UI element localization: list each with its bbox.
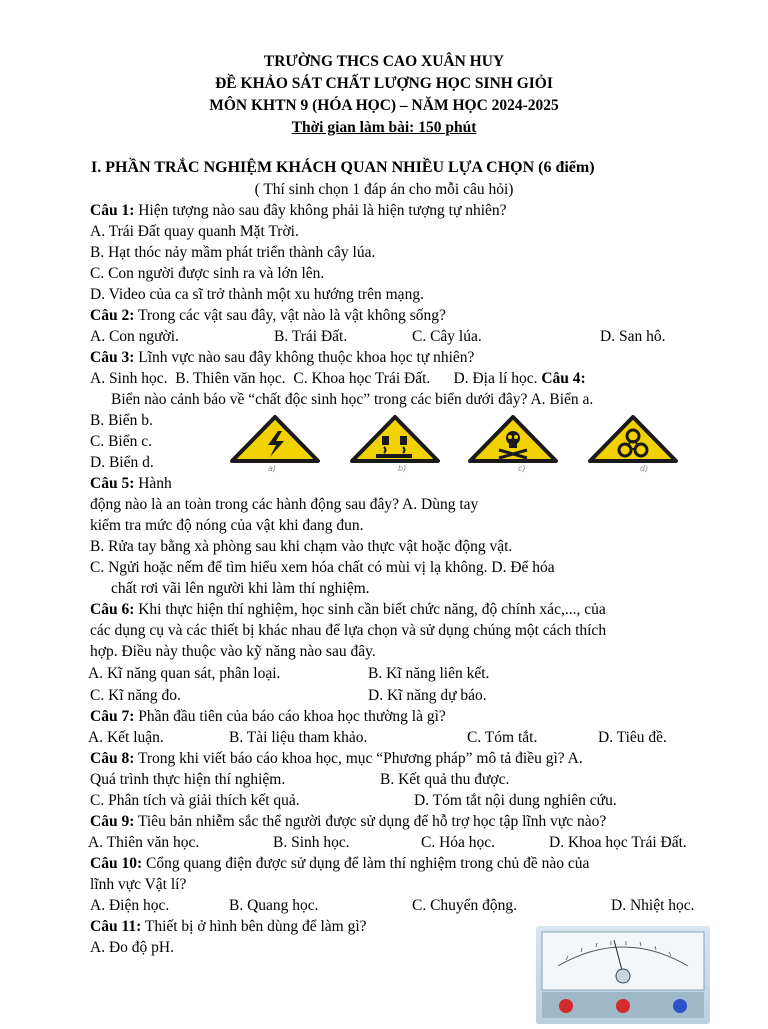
q1-option-c: C. Con người được sinh ra và lớn lên. bbox=[90, 265, 325, 282]
question-2: Câu 2: Trong các vật sau đây, vật nào là vật không sống? bbox=[90, 307, 446, 324]
q6-option-b: B. Kĩ năng liên kết. bbox=[368, 665, 490, 682]
q5-option-b: B. Rửa tay bằng xà phòng sau khi chạm vào thực vật hoặc động vật. bbox=[90, 538, 513, 555]
corrosive-hazard-icon bbox=[348, 414, 442, 464]
question-7: Câu 7: Phần đầu tiên của báo cáo khoa học thường là gì? bbox=[90, 708, 446, 725]
q7-option-a: A. Kết luận. bbox=[88, 729, 164, 746]
electric-hazard-icon bbox=[228, 414, 322, 464]
question-1: Câu 1: Hiện tượng nào sau đây không phải là hiện tượng tự nhiên? bbox=[90, 202, 507, 219]
q6-text-3: hợp. Điều này thuộc vào kỹ năng nào sau đây. bbox=[90, 643, 376, 660]
q1-option-d: D. Video của ca sĩ trở thành một xu hướng trên mạng. bbox=[90, 286, 424, 303]
q1-option-b: B. Hạt thóc nảy mầm phát triển thành cây lúa. bbox=[90, 244, 376, 261]
q9-option-a: A. Thiên văn học. bbox=[88, 834, 200, 851]
sign-caption-d: d) bbox=[640, 464, 649, 473]
q9-option-b: B. Sinh học. bbox=[273, 834, 350, 851]
q7-option-b: B. Tài liệu tham khảo. bbox=[229, 729, 368, 746]
sign-caption-a: a) bbox=[268, 464, 277, 473]
q5-text-3: kiểm tra mức độ nóng của vật khi đang đun. bbox=[90, 517, 364, 534]
q8-option-c: C. Phân tích và giải thích kết quả. bbox=[90, 792, 300, 809]
q4-option-b: B. Biển b. bbox=[90, 412, 153, 429]
q4-option-c: C. Biển c. bbox=[90, 433, 152, 450]
q9-option-d: D. Khoa học Trái Đất. bbox=[549, 834, 687, 851]
q6-option-c: C. Kĩ năng đo. bbox=[90, 687, 181, 704]
school-name: TRƯỜNG THCS CAO XUÂN HUY bbox=[263, 53, 505, 70]
q10-option-c: C. Chuyển động. bbox=[412, 897, 518, 914]
q2-option-b: B. Trái Đất. bbox=[274, 328, 348, 345]
q7-option-d: D. Tiêu đề. bbox=[598, 729, 667, 746]
q6-text-2: các dụng cụ và các thiết bị khác nhau để lựa chọn và sử dụng chúng một cách thích bbox=[90, 622, 607, 639]
q8-option-d: D. Tóm tắt nội dung nghiên cứu. bbox=[414, 792, 617, 809]
q4-option-d: D. Biển d. bbox=[90, 454, 154, 471]
q7-option-c: C. Tóm tắt. bbox=[467, 729, 538, 746]
question-11: Câu 11: Thiết bị ở hình bên dùng để làm gì? bbox=[90, 918, 367, 935]
time-limit: Thời gian làm bài: 150 phút bbox=[291, 119, 477, 136]
question-8: Câu 8: Trong khi viết báo cáo khoa học, mục “Phương pháp” mô tả điều gì? A. bbox=[90, 750, 583, 767]
q10-option-d: D. Nhiệt học. bbox=[611, 897, 695, 914]
q3-options: A. Sinh học. B. Thiên văn học. C. Khoa học Trái Đất. D. Địa lí học. Câu 4: bbox=[90, 370, 586, 387]
q8-option-a: Quá trình thực hiện thí nghiệm. bbox=[90, 771, 286, 788]
question-9: Câu 9: Tiêu bản nhiễm sắc thể người được sử dụng để hỗ trợ học tập lĩnh vực nào? bbox=[90, 813, 607, 830]
sign-caption-b: b) bbox=[398, 464, 407, 473]
q10-text-2: lĩnh vực Vật lí? bbox=[90, 876, 187, 893]
q8-option-b: B. Kết quả thu được. bbox=[380, 771, 510, 788]
toxic-skull-icon bbox=[466, 414, 560, 464]
voltmeter-illustration bbox=[536, 926, 710, 1024]
voltmeter-image bbox=[536, 926, 710, 1024]
exam-title: ĐỀ KHẢO SÁT CHẤT LƯỢNG HỌC SINH GIỎI bbox=[215, 75, 553, 92]
q10-option-b: B. Quang học. bbox=[229, 897, 319, 914]
q2-option-a: A. Con người. bbox=[90, 328, 179, 345]
q6-option-a: A. Kĩ năng quan sát, phân loại. bbox=[88, 665, 281, 682]
q10-option-a: A. Điện học. bbox=[90, 897, 170, 914]
biohazard-icon bbox=[586, 414, 680, 464]
section-note: ( Thí sinh chọn 1 đáp án cho mỗi câu hỏi) bbox=[254, 181, 514, 198]
q5-option-c: C. Ngửi hoặc nếm để tìm hiểu xem hóa chất có mùi vị lạ không. D. Để hóa bbox=[90, 559, 555, 576]
q11-option-a: A. Đo độ pH. bbox=[90, 939, 174, 956]
question-3: Câu 3: Lĩnh vực nào sau đây không thuộc khoa học tự nhiên? bbox=[90, 349, 475, 366]
q2-option-c: C. Cây lúa. bbox=[412, 328, 482, 345]
question-6: Câu 6: Khi thực hiện thí nghiệm, học sinh cần biết chức năng, độ chính xác,..., của bbox=[90, 601, 606, 618]
q6-option-d: D. Kĩ năng dự báo. bbox=[368, 687, 487, 704]
sign-caption-c: c) bbox=[518, 464, 526, 473]
q1-option-a: A. Trái Đất quay quanh Mặt Trời. bbox=[90, 223, 299, 240]
q5-text-2: động nào là an toàn trong các hành động sau đây? A. Dùng tay bbox=[90, 496, 479, 513]
question-4: Biển nào cảnh báo về “chất độc sinh học” trong các biển dưới đây? A. Biển a. bbox=[111, 391, 594, 408]
q2-option-d: D. San hô. bbox=[600, 328, 666, 345]
question-5: Câu 5: Hành bbox=[90, 475, 172, 492]
subject-line: MÔN KHTN 9 (HÓA HỌC) – NĂM HỌC 2024-2025 bbox=[209, 97, 559, 114]
q9-option-c: C. Hóa học. bbox=[421, 834, 496, 851]
q5-option-c-cont: chất rơi vãi lên người khi làm thí nghiệm. bbox=[111, 580, 370, 597]
section-title: I. PHẦN TRẮC NGHIỆM KHÁCH QUAN NHIỀU LỰA CHỌN (6 điểm) bbox=[91, 159, 595, 176]
question-10: Câu 10: Cổng quang điện được sử dụng để làm thí nghiệm trong chủ đề nào của bbox=[90, 855, 590, 872]
